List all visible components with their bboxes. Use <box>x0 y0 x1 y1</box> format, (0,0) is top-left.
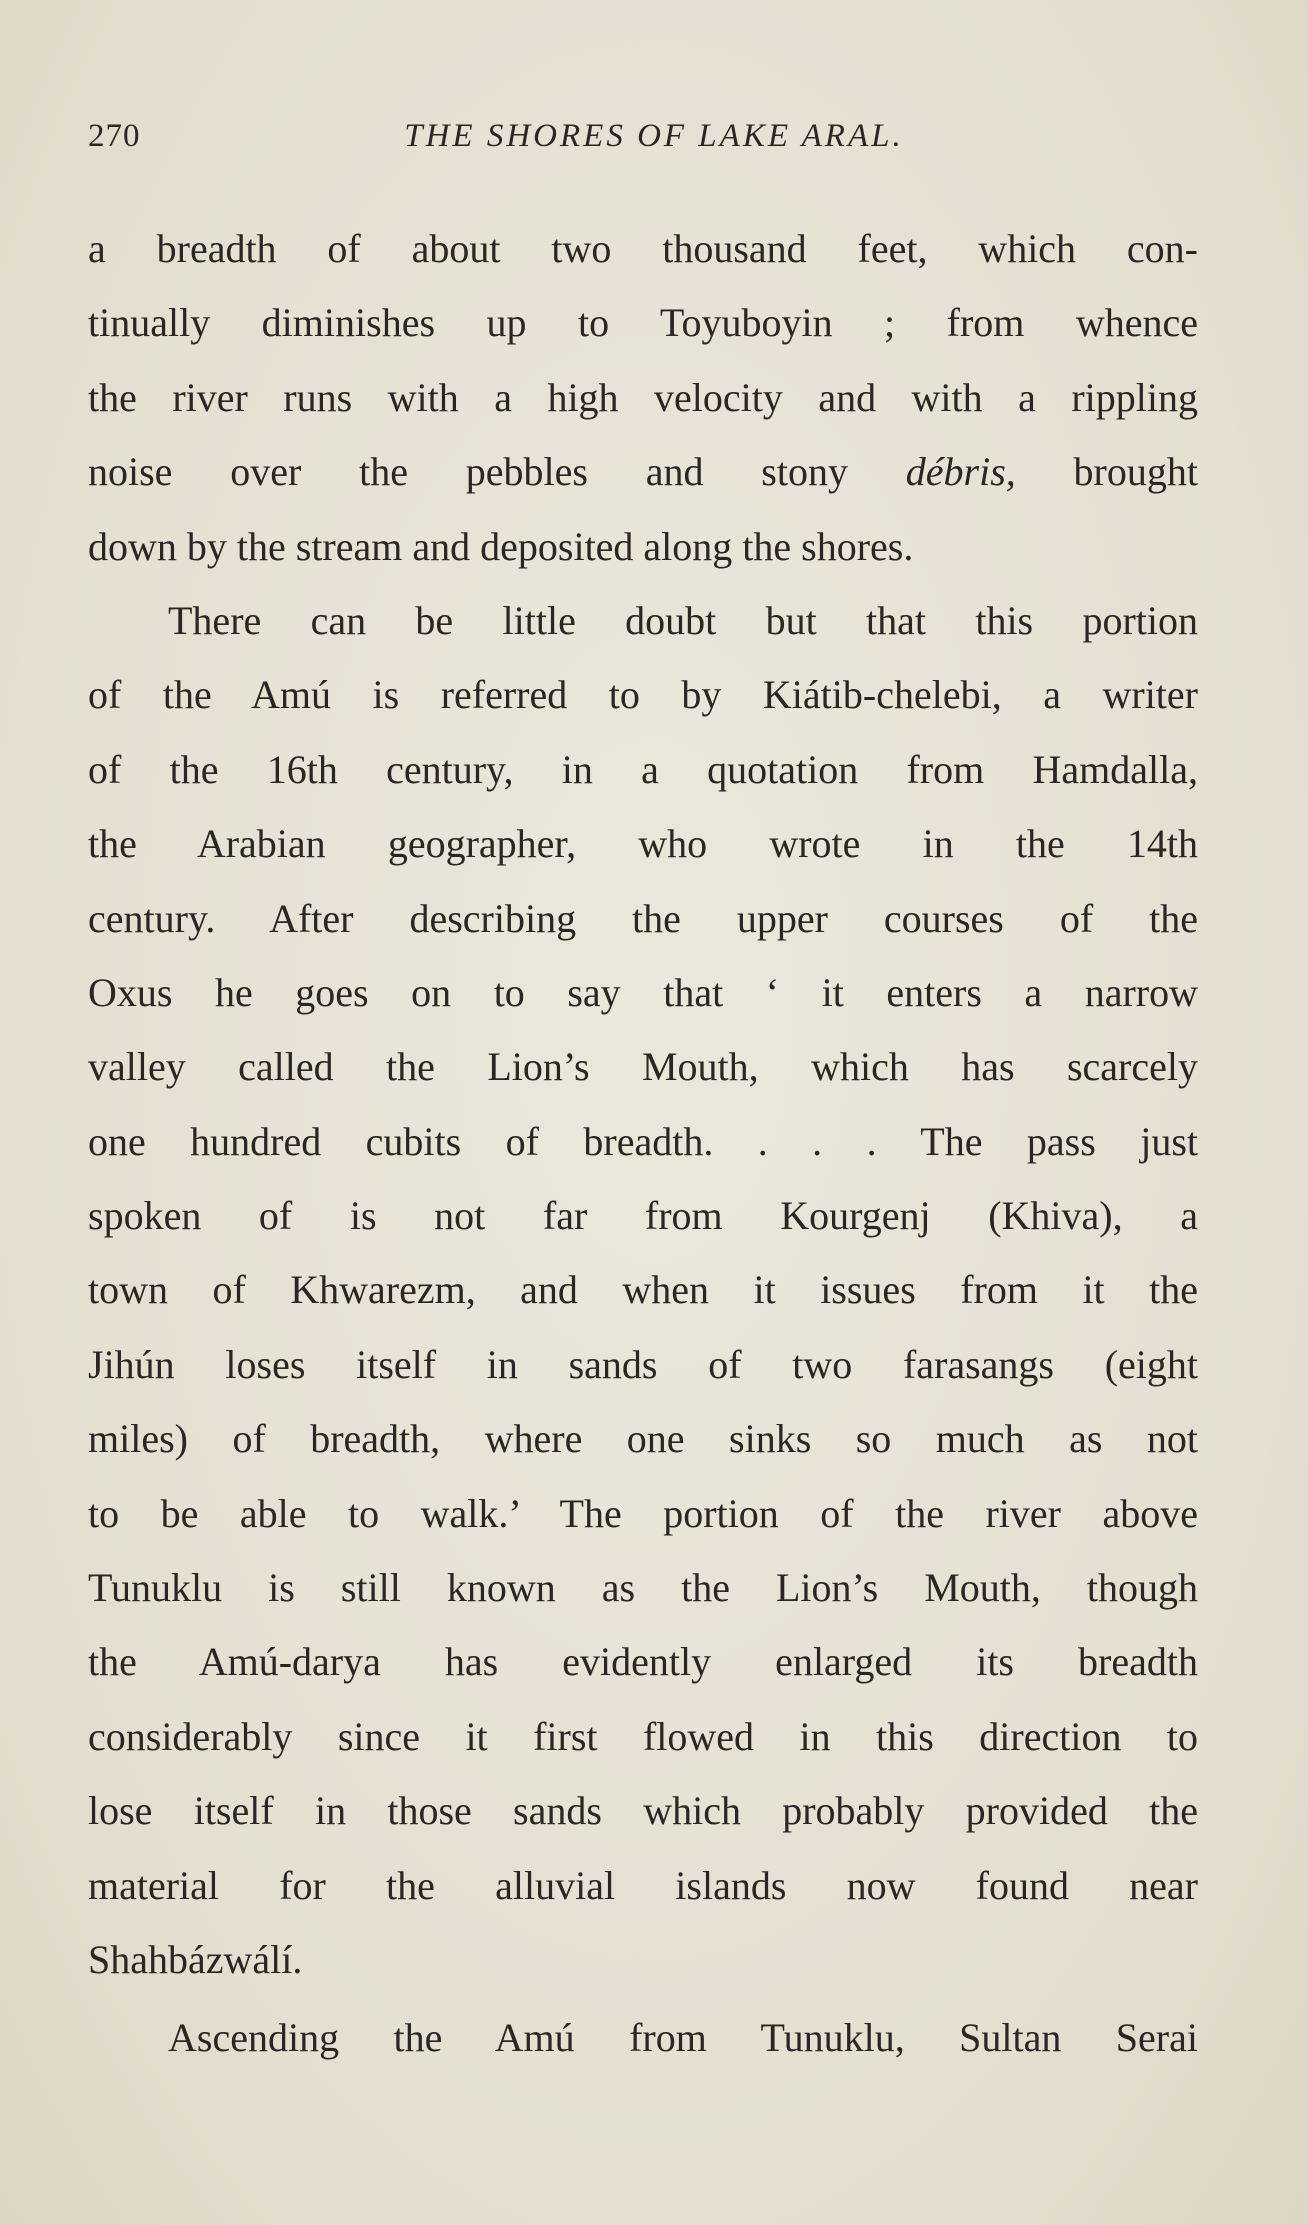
text-line: a breadth of about two thousand feet, which con- <box>88 226 1198 271</box>
text-line: down by the stream and deposited along the shores. <box>88 523 914 569</box>
text-line: the Arabian geographer, who wrote in the 14th <box>88 821 1198 867</box>
text-line: considerably since it first flowed in this direction to <box>88 1713 1198 1759</box>
text-line: Oxus he goes on to say that ‘ it enters a narrow <box>88 969 1198 1015</box>
text-segment: noise over the pebbles and stony <box>88 449 906 495</box>
text-line: to be able to walk.’ The portion of the river above <box>88 1490 1198 1536</box>
body-text <box>88 212 1198 2076</box>
text-line: town of Khwarezm, and when it issues from it the <box>88 1267 1198 1313</box>
text-line: tinually diminishes up to Toyuboyin ; from whence <box>88 300 1198 346</box>
text-line: one hundred cubits of breadth. . . . The pass just <box>88 1118 1198 1164</box>
page-number: 270 <box>88 118 141 154</box>
text-line: lose itself in those sands which probably provided the <box>88 1788 1198 1834</box>
text-line: Ascending the Amú from Tunuklu, Sultan Serai <box>168 2015 1198 2061</box>
text-line: There can be little doubt but that this portion <box>168 597 1198 643</box>
text-line: century. After describing the upper courses of the <box>88 895 1198 941</box>
text-line: spoken of is not far from Kourgenj (Khiva), a <box>88 1193 1198 1239</box>
running-title: THE SHORES OF LAKE ARAL. <box>404 118 904 154</box>
text-line: of the 16th century, in a quotation from Hamdalla, <box>88 746 1198 792</box>
text-line: Shahbázwálí. <box>88 1936 303 1982</box>
text-line: the Amú-darya has evidently enlarged its breadth <box>88 1639 1198 1685</box>
text-line: Tunuklu is still known as the Lion’s Mouth, though <box>88 1565 1198 1611</box>
text-line <box>88 435 1198 509</box>
text-line: the river runs with a high velocity and with a rippling <box>88 374 1198 420</box>
text-line: Jihún loses itself in sands of two farasangs (eight <box>88 1341 1198 1387</box>
italic-word: débris, <box>905 449 1016 495</box>
text-line: miles) of breadth, where one sinks so much as not <box>88 1416 1198 1462</box>
text-line: valley called the Lion’s Mouth, which has scarcely <box>88 1044 1198 1090</box>
text-line: of the Amú is referred to by Kiátib-chelebi, a writer <box>88 672 1198 718</box>
text-segment: brought <box>1015 449 1198 495</box>
text-line: material for the alluvial islands now found near <box>88 1862 1198 1908</box>
running-head <box>88 118 1200 168</box>
